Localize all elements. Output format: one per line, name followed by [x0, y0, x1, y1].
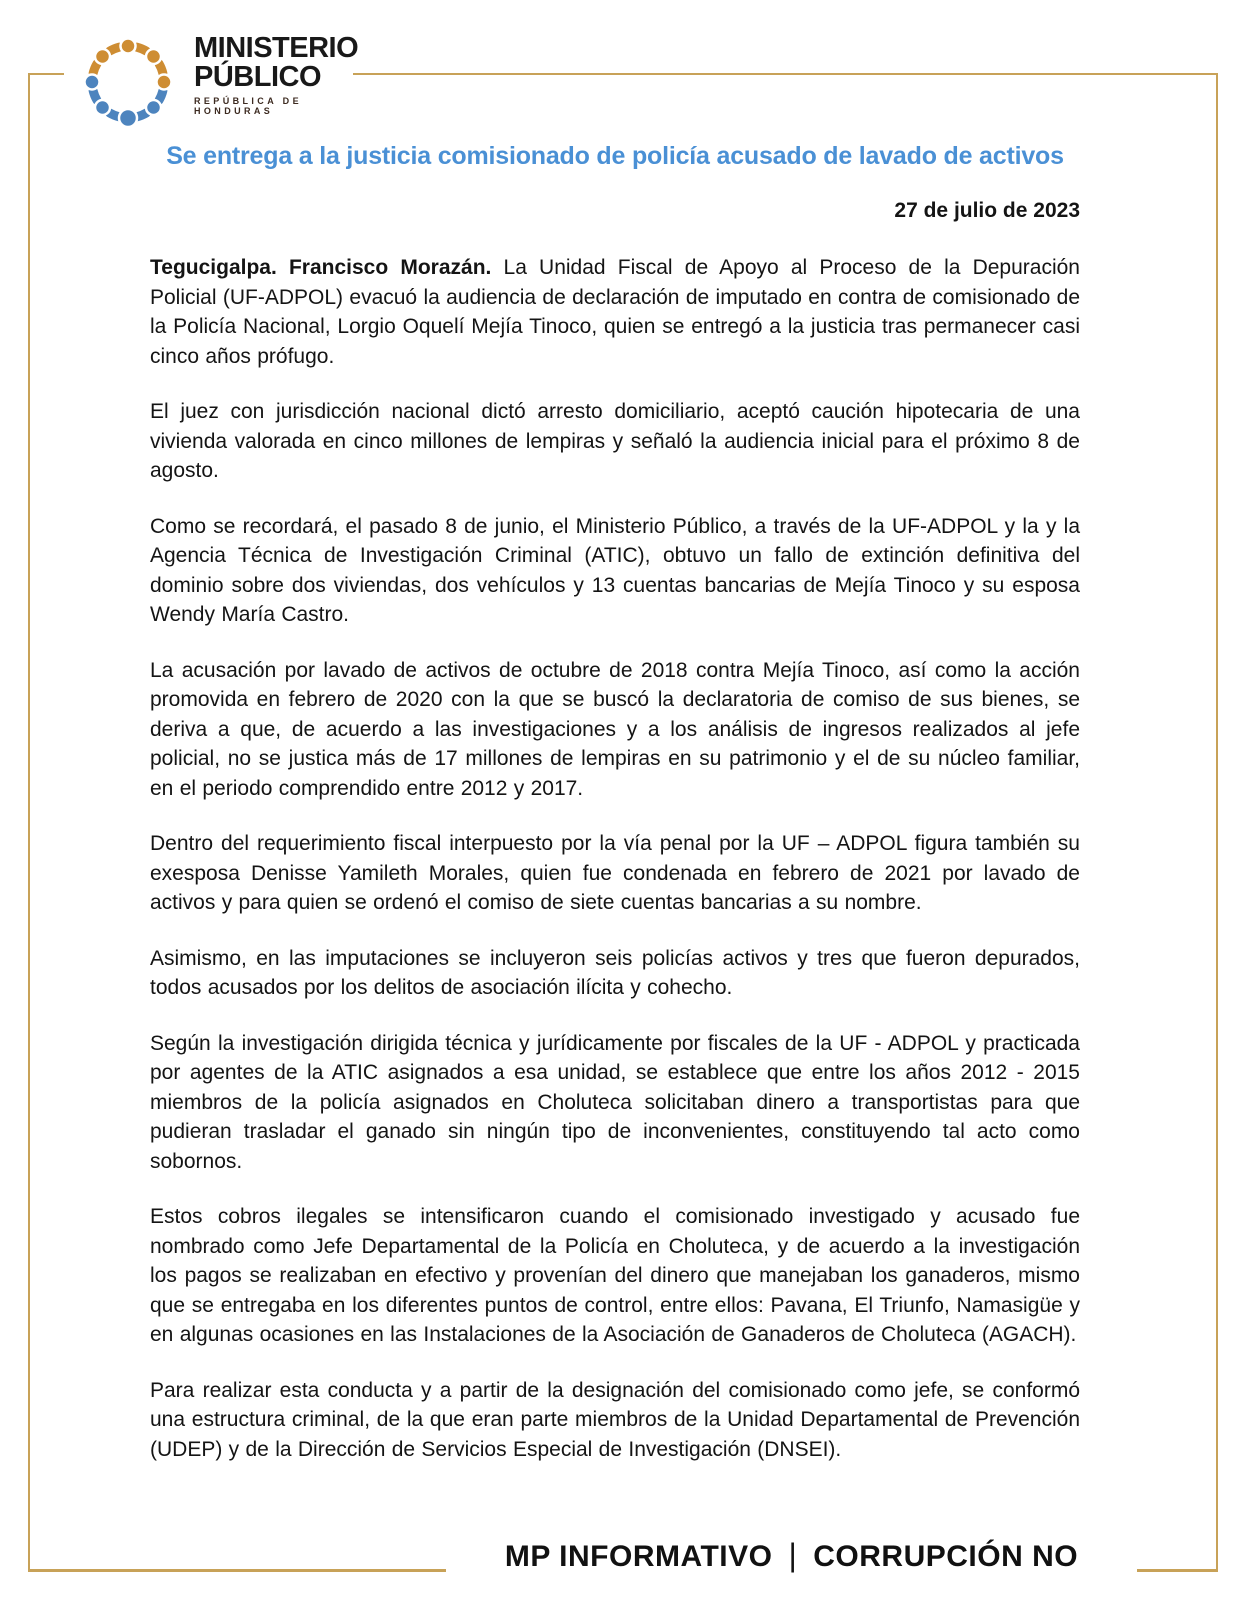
logo-title-line2: PÚBLICO — [194, 61, 321, 93]
ministerio-publico-logo — [76, 26, 376, 136]
paragraph-2: El juez con jurisdicción nacional dictó arresto domiciliario, aceptó caución hipotecaria de una vivienda valorada en cinco millones de lempiras y señaló la audiencia inicial para el próximo 8 de agosto. — [150, 400, 1080, 482]
logo-title-line1: MINISTERIO — [194, 32, 359, 64]
frame-right-line — [1216, 73, 1218, 1571]
paragraph-7: Según la investigación dirigida técnica y jurídicamente por fiscales de la UF - ADPOL y practicada por agentes de la ATIC asignados a esa unidad, se establece que entre los años 2012 - 2015 miembros de la policía asignados en Choluteca solicitaban dinero a transportistas para que pudieran trasladar el ganado sin ningún tipo de inconvenientes, constituyendo tal acto como sobornos. — [150, 1031, 1080, 1173]
paragraph-5: Dentro del requerimiento fiscal interpuesto por la vía penal por la UF – ADPOL figura también su exesposa Denisse Yamileth Morales, quien fue condenada en febrero de 2021 por lavado de activos y para quien se ordenó el comiso de siete cuentas bancarias a su nombre. — [150, 832, 1080, 914]
paragraph-3: Como se recordará, el pasado 8 de junio, el Ministerio Público, a través de la UF-ADPOL y la y la Agencia Técnica de Investigación Criminal (ATIC), obtuvo un fallo de extinción definitiva del dominio sobre dos viviendas, dos vehículos y 13 cuentas bancarias de Mejía Tinoco y su esposa Wendy María Castro. — [150, 514, 1080, 626]
paragraph-8: Estos cobros ilegales se intensificaron cuando el comisionado investigado y acusado fue nombrado como Jefe Departamental de la Policía en Choluteca, y de acuerdo a la investigación los pagos se realizaban en efectivo y provenían del dinero que manejaban los ganaderos, mismo que se entregaba en los diferentes puntos de control, entre ellos: Pavana, El Triunfo, Namasigüe y en algunas ocasiones en las Instalaciones de la Asociación de Ganaderos de Choluteca (AGACH). — [150, 1205, 1080, 1346]
frame-bottom-left-line — [28, 1569, 446, 1572]
article-content — [150, 142, 1080, 1490]
frame-top-right-line — [353, 73, 1218, 75]
frame-left-line — [28, 73, 30, 1571]
paragraph-1 — [150, 253, 1080, 371]
paragraph-6: Asimismo, en las imputaciones se incluyeron seis policías activos y tres que fueron depurados, todos acusados por los delitos de asociación ilícita y cohecho. — [150, 946, 1080, 999]
paragraph-1-text: La Unidad Fiscal de Apoyo al Proceso de la Depuración Policial (UF-ADPOL) evacuó la audiencia de declaración de imputado en contra de comisionado de la Policía Nacional, Lorgio Oquelí Mejía Tinoco, quien se entregó a la justicia tras permanecer casi cinco años prófugo. — [150, 256, 1080, 368]
paragraph-1-lead: Tegucigalpa. Francisco Morazán. — [150, 256, 492, 279]
footer-divider: | — [788, 1537, 798, 1573]
footer-right-label: CORRUPCIÓN NO — [813, 1540, 1079, 1573]
frame-bottom-right-line — [1137, 1569, 1218, 1572]
footer-left-label: MP INFORMATIVO — [504, 1540, 773, 1573]
article-body — [150, 253, 1080, 1464]
logo-wordmark — [194, 34, 376, 116]
paragraph-4: La acusación por lavado de activos de octubre de 2018 contra Mejía Tinoco, así como la acción promovida en febrero de 2020 con la que se buscó la declaratoria de comiso de sus bienes, se deriva a que, de acuerdo a las investigaciones y a los análisis de ingresos realizados al jefe policial, no se justica más de 17 millones de lempiras en su patrimonio y el de su núcleo familiar, en el periodo comprendido entre 2012 y 2017. — [150, 658, 1080, 800]
article-title: Se entrega a la justicia comisionado de policía acusado de lavado de activos — [166, 142, 1064, 170]
article-date: 27 de julio de 2023 — [894, 199, 1080, 222]
frame-top-left-line — [28, 73, 64, 75]
people-circle-icon — [76, 30, 180, 134]
logo-subtitle: REPÚBLICA DE HONDURAS — [194, 96, 302, 116]
footer-slogan — [446, 1537, 1137, 1574]
paragraph-9: Para realizar esta conducta y a partir de la designación del comisionado como jefe, se conformó una estructura criminal, de la que eran parte miembros de la Unidad Departamental de Prevención (UDEP) y de la Dirección de Servicios Especial de Investigación (DNSEI). — [150, 1378, 1080, 1461]
